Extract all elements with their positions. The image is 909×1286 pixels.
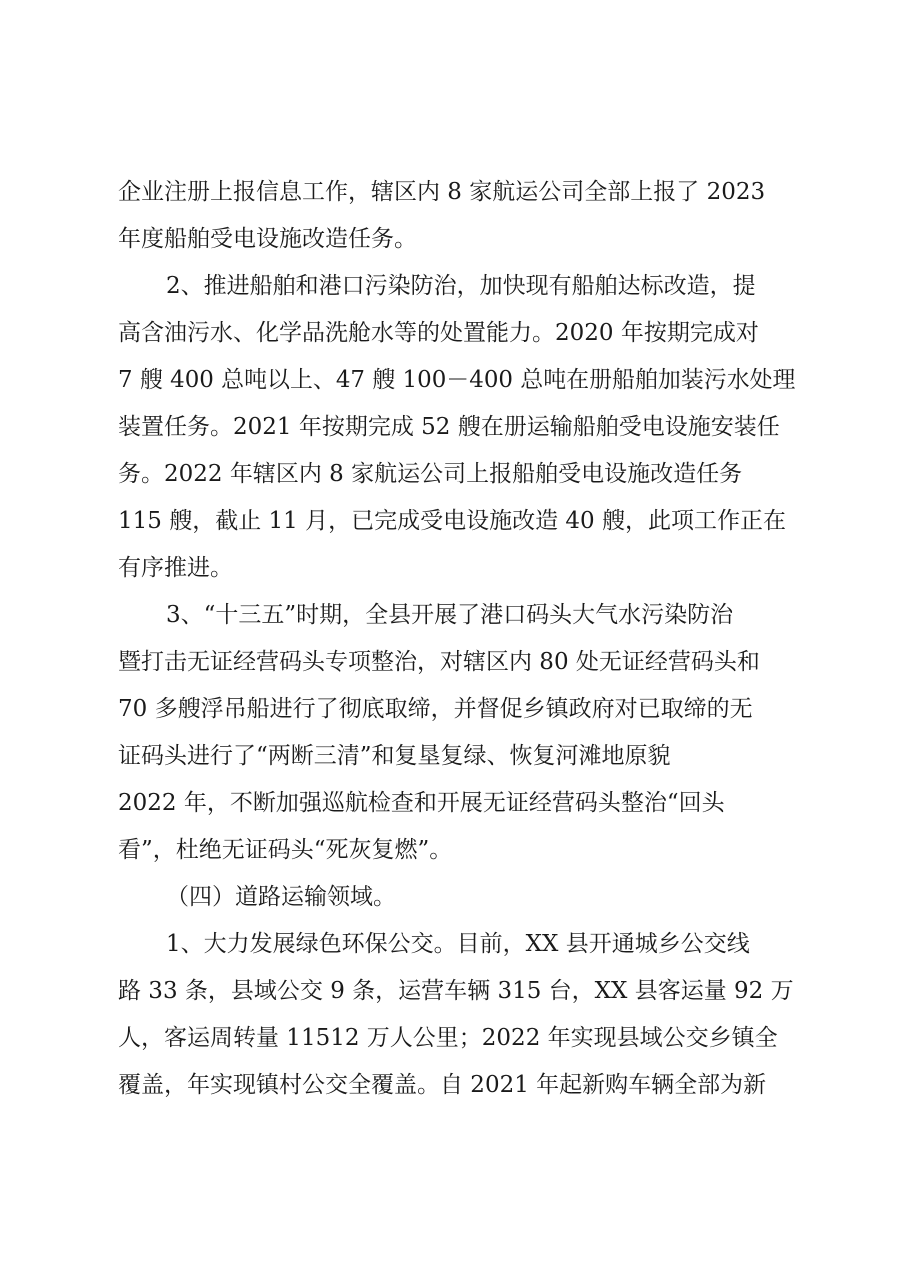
text-line: 覆盖，年实现镇村公交全覆盖。自 2021 年起新购车辆全部为新	[118, 1072, 767, 1098]
text-line: 看”，杜绝无证码头“死灰复燃”。	[118, 837, 453, 863]
text-line: 暨打击无证经营码头专项整治，对辖区内 80 处无证经营码头和	[118, 649, 760, 675]
text-line: 有序推进。	[118, 555, 233, 581]
text-line: 证码头进行了“两断三清”和复垦复绿、恢复河滩地原貌	[118, 743, 671, 769]
text-line: 2022 年，不断加强巡航检查和开展无证经营码头整治“回头	[118, 790, 725, 816]
section-heading: （四）道路运输领域。	[166, 884, 396, 910]
paragraph-first-line: 2、推进船舶和港口污染防治，加快现有船舶达标改造，提	[166, 273, 756, 299]
text-line: 装置任务。2021 年按期完成 52 艘在册运输船舶受电设施安装任	[118, 414, 780, 440]
text-line: 人，客运周转量 11512 万人公里；2022 年实现县域公交乡镇全	[118, 1025, 778, 1051]
text-line: 115 艘，截止 11 月，已完成受电设施改造 40 艘，此项工作正在	[118, 508, 786, 534]
text-line: 高含油污水、化学品洗舱水等的处置能力。2020 年按期完成对	[118, 320, 759, 346]
text-line: 年度船舶受电设施改造任务。	[118, 226, 417, 252]
text-line: 企业注册上报信息工作，辖区内 8 家航运公司全部上报了 2023	[118, 179, 766, 205]
paragraph-first-line: 1、大力发展绿色环保公交。目前，XX 县开通城乡公交线	[166, 931, 750, 957]
text-line: 70 多艘浮吊船进行了彻底取缔，并督促乡镇政府对已取缔的无	[118, 696, 753, 722]
paragraph-first-line: 3、“十三五”时期，全县开展了港口码头大气水污染防治	[166, 602, 734, 628]
text-line: 路 33 条，县域公交 9 条，运营车辆 315 台，XX 县客运量 92 万	[118, 978, 794, 1004]
text-line: 务。2022 年辖区内 8 家航运公司上报船舶受电设施改造任务	[118, 461, 743, 487]
text-line: 7 艘 400 总吨以上、47 艘 100－400 总吨在册船舶加装污水处理	[118, 367, 796, 393]
